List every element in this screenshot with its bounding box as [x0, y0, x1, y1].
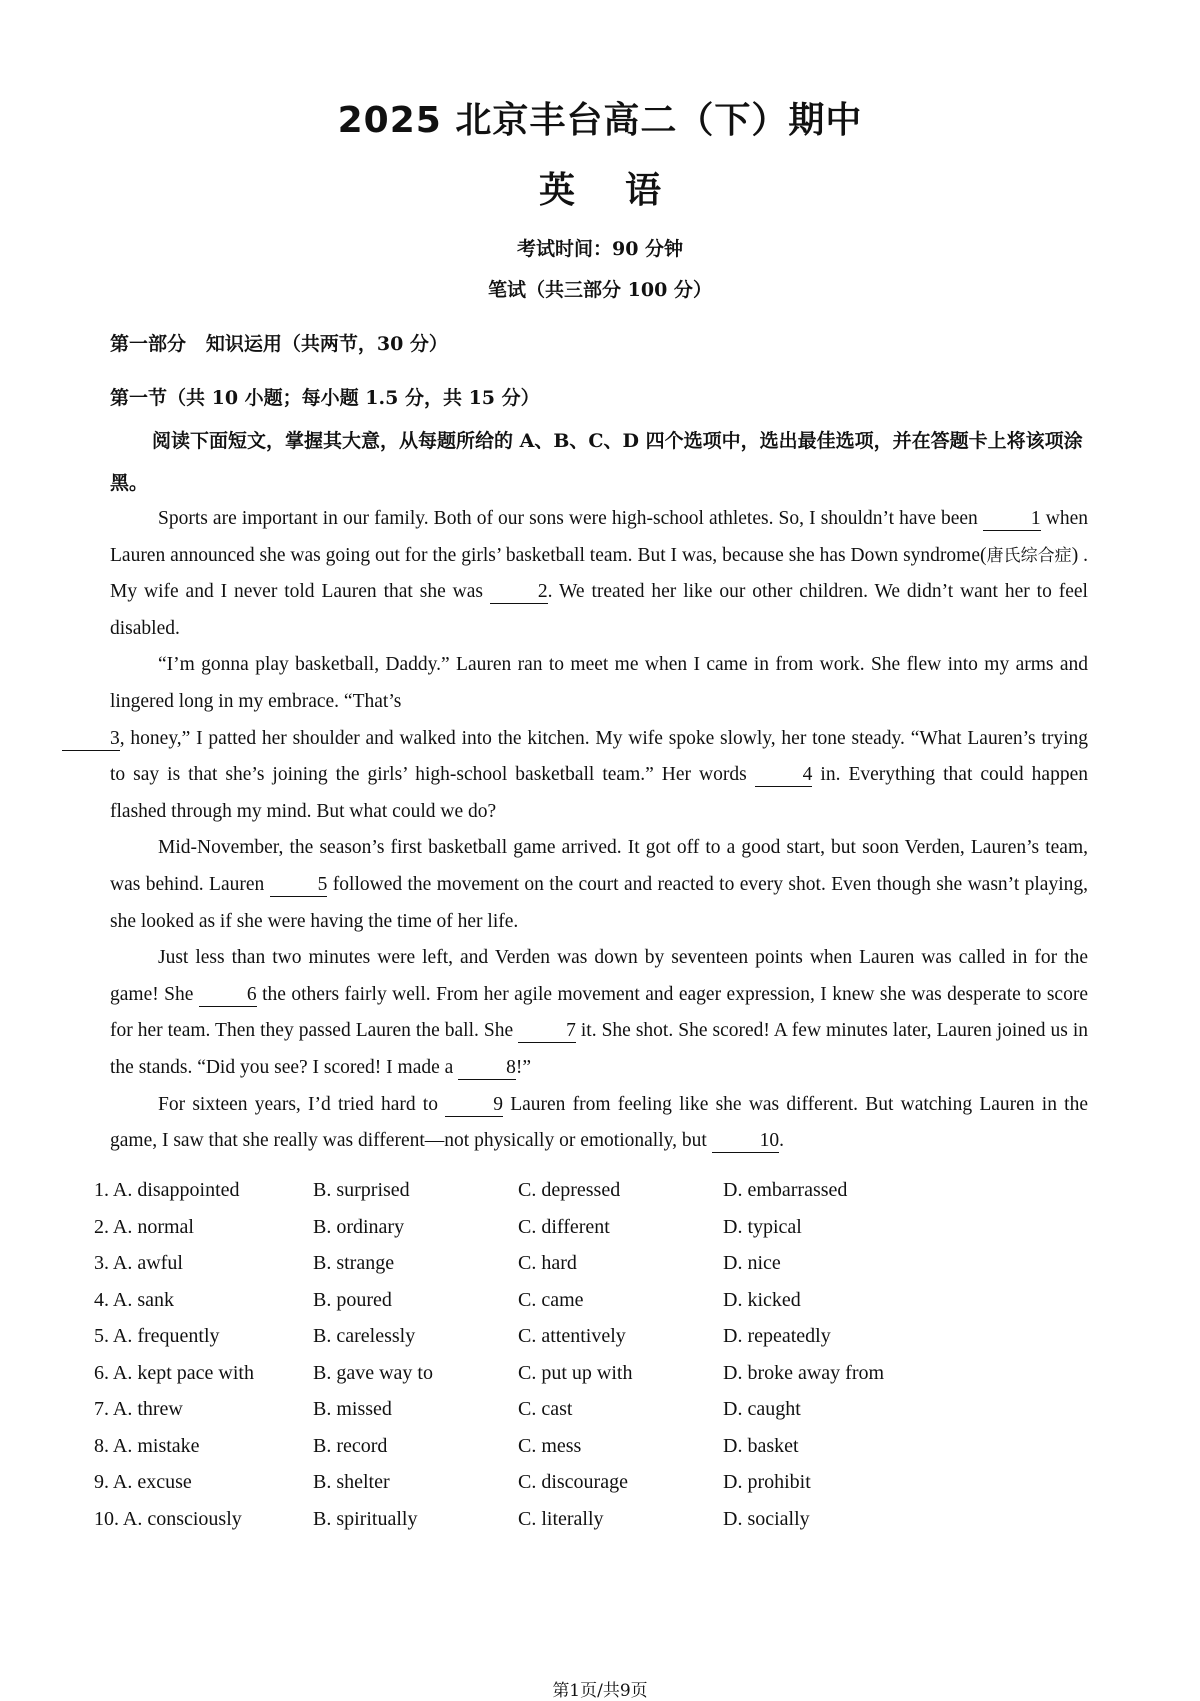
- option-row: [94, 1318, 1094, 1355]
- option-c: C. depressed: [518, 1179, 621, 1201]
- part-one-heading: 第一部分 知识运用（共两节，30 分）: [110, 333, 448, 355]
- option-c: C. came: [518, 1288, 584, 1311]
- option-b: B. spiritually: [313, 1507, 418, 1530]
- option-a: 10. A. consciously: [94, 1507, 242, 1530]
- option-b: B. carelessly: [313, 1325, 416, 1347]
- section-instruction: 阅读下面短文，掌握其大意，从每题所给的 A、B、C、D 四个选项中，选出最佳选项，并在答题卡上将该项涂黑。: [110, 430, 1083, 494]
- blank-10: 10: [712, 1130, 780, 1153]
- option-d: D. broke away from: [723, 1361, 885, 1384]
- option-b: B. shelter: [313, 1471, 390, 1493]
- blank-8: 8: [458, 1057, 516, 1080]
- passage-text: when Lauren announced she was going out for the girls’ basketball team. But I was, because she has Down syndrome(: [110, 508, 1088, 566]
- passage-text: . We treated her like our other children. We didn’t want her to feel disabled.: [110, 581, 1088, 639]
- blank-7: 7: [518, 1020, 576, 1043]
- blank-2: 2: [490, 581, 548, 604]
- passage-text: ) . My wife and I never told Lauren that she was: [110, 544, 1088, 603]
- option-b: B. poured: [313, 1288, 392, 1311]
- option-a: 7. A. threw: [94, 1398, 183, 1420]
- answer-options: [94, 1172, 1094, 1537]
- option-c: C. cast: [518, 1398, 573, 1420]
- option-b: B. gave way to: [313, 1361, 433, 1384]
- passage-text: the others fairly well. From her agile movement and eager expression, I knew she was desperate to score for her team. Then they passed Lauren the ball. She: [110, 983, 1088, 1042]
- chinese-note: 唐氏综合症: [986, 545, 1072, 566]
- passage-paragraph-5: [110, 1087, 1088, 1160]
- page-number: 第1页/共9页: [552, 1681, 648, 1701]
- option-d: D. basket: [723, 1434, 799, 1457]
- option-c: C. put up with: [518, 1361, 633, 1384]
- passage-paragraph-4: [110, 940, 1088, 1086]
- option-row: [94, 1355, 1094, 1392]
- option-d: D. repeatedly: [723, 1325, 831, 1347]
- option-a: 3. A. awful: [94, 1252, 183, 1274]
- option-c: C. literally: [518, 1507, 604, 1530]
- option-row: [94, 1391, 1094, 1428]
- option-a: 8. A. mistake: [94, 1434, 200, 1457]
- passage-text: , honey,” I patted her shoulder and walked into the kitchen. My wife spoke slowly, her tone steady. “What Lauren’s trying to say is that she’s joining the girls’ high-school basketball team.” Her words: [110, 727, 1088, 786]
- option-c: C. mess: [518, 1434, 582, 1457]
- option-a: 1. A. disappointed: [94, 1179, 240, 1201]
- passage-text: Lauren from feeling like she was different. But watching Lauren in the game, I saw that she really was different—not physically or emotionally, but: [110, 1093, 1088, 1152]
- option-d: D. kicked: [723, 1288, 801, 1311]
- option-d: D. socially: [723, 1507, 810, 1530]
- passage-paragraph-2: [110, 647, 1088, 830]
- option-b: B. ordinary: [313, 1215, 405, 1238]
- option-row: [94, 1209, 1094, 1246]
- passage-text: Just less than two minutes were left, and Verden was down by seventeen points when Lauren was called in for the game! She: [110, 947, 1088, 1005]
- option-row: [94, 1282, 1094, 1319]
- option-a: 2. A. normal: [94, 1215, 194, 1238]
- passage-text: For sixteen years, I’d tried hard to: [158, 1093, 446, 1115]
- option-b: B. missed: [313, 1398, 392, 1420]
- option-a: 9. A. excuse: [94, 1471, 192, 1493]
- option-row: [94, 1501, 1094, 1538]
- option-d: D. caught: [723, 1398, 801, 1420]
- passage-text: “I’m gonna play basketball, Daddy.” Lauren ran to meet me when I came in from work. She flew into my arms and lingered long in my embrace. “That’s: [110, 654, 1088, 712]
- reading-passage: [110, 501, 1088, 1160]
- blank-3: 3: [62, 728, 120, 751]
- exam-title: 2025 北京丰台高二（下）期中: [337, 100, 863, 141]
- option-b: B. record: [313, 1434, 388, 1457]
- option-c: C. attentively: [518, 1325, 626, 1347]
- option-a: 6. A. kept pace with: [94, 1361, 254, 1384]
- exam-time: 考试时间：90 分钟: [516, 238, 684, 260]
- blank-5: 5: [270, 874, 328, 897]
- option-c: C. hard: [518, 1252, 577, 1274]
- option-c: C. different: [518, 1215, 610, 1238]
- subject-title: 英语: [538, 170, 711, 211]
- blank-4: 4: [755, 764, 813, 787]
- passage-text: Sports are important in our family. Both of our sons were high-school athletes. So, I shouldn’t have been: [158, 508, 983, 529]
- option-d: D. typical: [723, 1215, 802, 1238]
- section-one-heading: 第一节（共 10 小题；每小题 1.5 分，共 15 分）: [110, 387, 540, 409]
- option-row: [94, 1464, 1094, 1501]
- option-row: [94, 1245, 1094, 1282]
- passage-text: !”: [515, 1056, 532, 1078]
- option-a: 5. A. frequently: [94, 1325, 220, 1347]
- option-b: B. surprised: [313, 1179, 410, 1201]
- option-row: [94, 1428, 1094, 1465]
- passage-text: .: [779, 1130, 785, 1152]
- blank-6: 6: [199, 984, 257, 1007]
- passage-text: Mid-November, the season’s first basketball game arrived. It got off to a good start, but soon Verden, Lauren’s team, was behind. Lauren: [110, 837, 1088, 895]
- option-c: C. discourage: [518, 1471, 628, 1493]
- option-b: B. strange: [313, 1252, 395, 1274]
- passage-text: it. She shot. She scored! A few minutes later, Lauren joined us in the stands. “Did you see? I scored! I made a: [110, 1020, 1088, 1078]
- blank-9: 9: [445, 1094, 503, 1117]
- passage-paragraph-1: [110, 501, 1088, 647]
- passage-paragraph-3: [110, 830, 1088, 940]
- option-a: 4. A. sank: [94, 1288, 174, 1311]
- passage-text: in. Everything that could happen flashed through my mind. But what could we do?: [110, 764, 1088, 822]
- option-d: D. nice: [723, 1252, 781, 1274]
- passage-text: followed the movement on the court and reacted to every shot. Even though she wasn’t playing, she looked as if she were having the time of her life.: [110, 873, 1088, 932]
- exam-parts-info: 笔试（共三部分 100 分）: [488, 279, 712, 301]
- blank-1: 1: [983, 508, 1041, 531]
- option-d: D. embarrassed: [723, 1179, 848, 1201]
- option-row: [94, 1172, 1094, 1209]
- option-d: D. prohibit: [723, 1471, 811, 1493]
